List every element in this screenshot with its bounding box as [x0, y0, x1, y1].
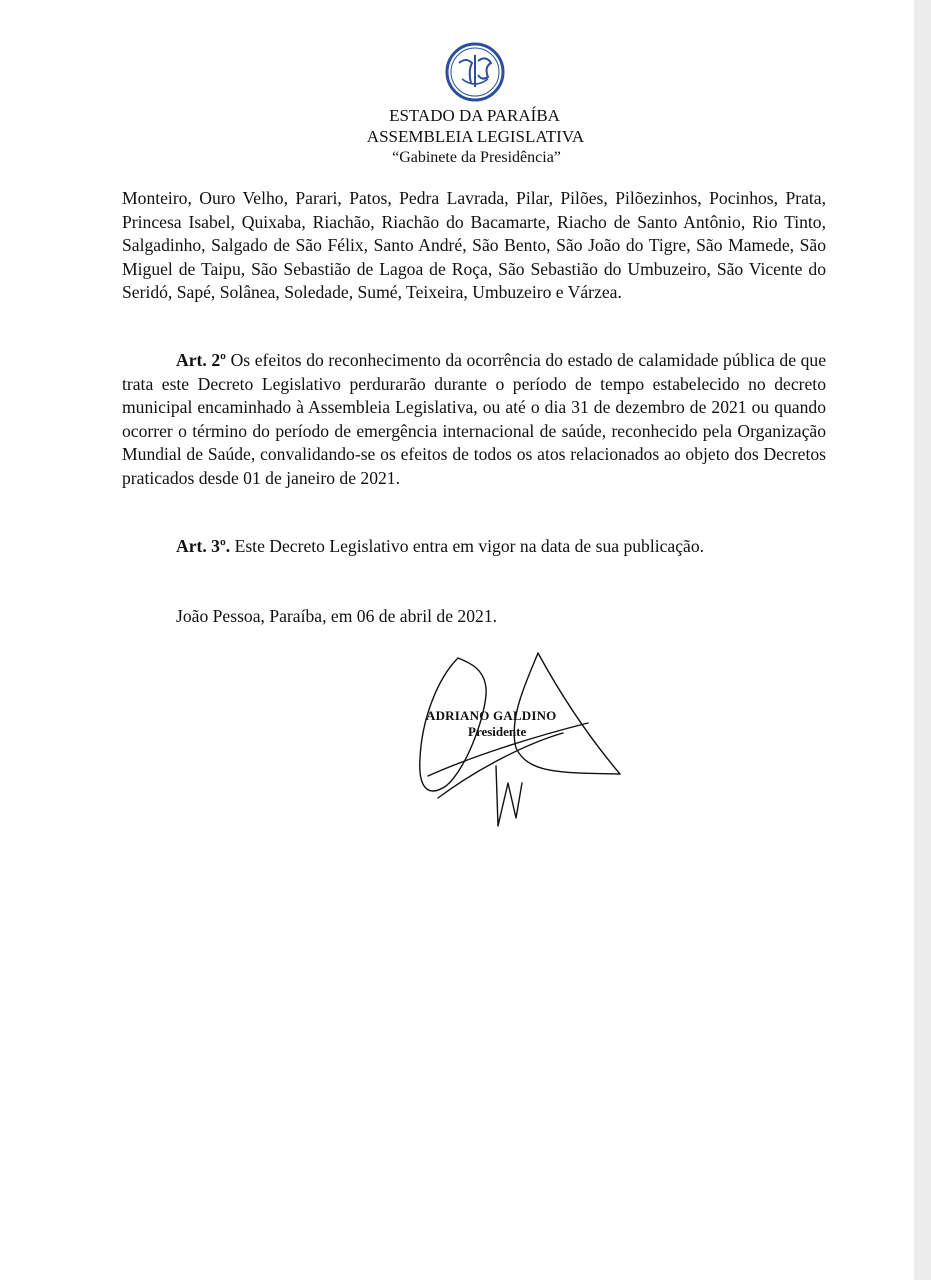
- article-3-paragraph: [122, 535, 826, 559]
- page-edge-strip: [914, 0, 931, 1280]
- handwritten-signature: [398, 648, 638, 838]
- signatory-name: ADRIANO GALDINO: [426, 708, 557, 723]
- article-2-label: Art. 2º: [176, 350, 226, 370]
- state-name: ESTADO DA PARAÍBA: [389, 106, 560, 125]
- article-3-label: Art. 3º.: [176, 536, 231, 556]
- document-header: [0, 105, 931, 168]
- municipalities-paragraph: Monteiro, Ouro Velho, Parari, Patos, Pedra Lavrada, Pilar, Pilões, Pilõezinhos, Pocinhos, Prata, Princesa Isabel, Quixaba, Riachão, Riachão do Bacamarte, Riacho de Santo Antônio, Rio Tinto, Salgadinho, Salgado de São Félix, Santo André, São Bento, São João do Tigre, São Mamede, São Miguel de Taipu, São Sebastião de Lagoa de Roça, São Sebastião do Umbuzeiro, São Vicente do Seridó, Sapé, Solânea, Soledade, Sumé, Teixeira, Umbuzeiro e Várzea.: [122, 188, 826, 303]
- article-2-paragraph: [122, 349, 826, 491]
- assembly-emblem-icon: [444, 41, 506, 103]
- signatory-role: Presidente: [468, 724, 527, 739]
- institution-name: ASSEMBLEIA LEGISLATIVA: [366, 127, 585, 146]
- article-2-text: Os efeitos do reconhecimento da ocorrência do estado de calamidade pública de que trata este Decreto Legislativo perdurarão durante o período de tempo estabelecido no decreto municipal encaminhado à Assembleia Legislativa, ou até o dia 31 de dezembro de 2021 ou quando ocorrer o término do período de emergência internacional de saúde, reconhecido pela Organização Mundial de Saúde, convalidando-se os efeitos de todos os atos relacionados ao objeto dos Decretos praticados desde 01 de janeiro de 2021.: [122, 350, 827, 488]
- place-and-date: João Pessoa, Paraíba, em 06 de abril de 2021.: [176, 606, 498, 626]
- office-name: “Gabinete da Presidência”: [392, 149, 561, 166]
- article-3-text: Este Decreto Legislativo entra em vigor na data de sua publicação.: [230, 536, 705, 556]
